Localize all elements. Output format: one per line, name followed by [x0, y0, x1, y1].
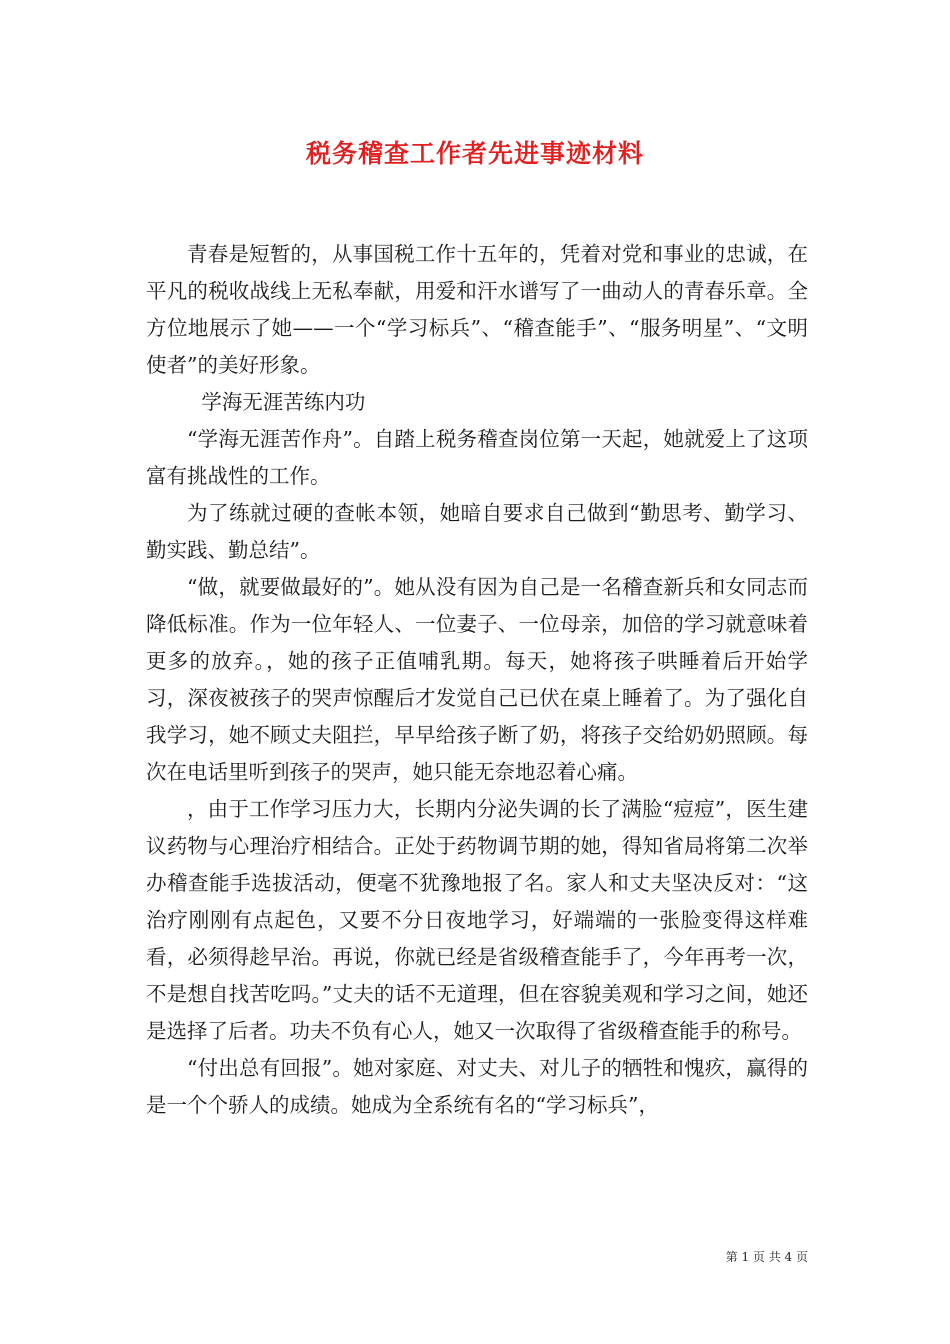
paragraph-intro: 青春是短暂的，从事国税工作十五年的，凭着对党和事业的忠诚，在平凡的税收战线上无私奉献，用爱和汗水谱写了一曲动人的青春乐章。全方位地展示了她——一个“学习标兵”、“稽查能手”、“服务明星”、“文明使者”的美好形象。	[146, 242, 808, 377]
document-body	[146, 236, 808, 1124]
document-title: 税务稽查工作者先进事迹材料	[305, 139, 644, 168]
section-heading: 学海无涯苦练内功	[201, 390, 366, 414]
paragraph: “付出总有回报”。她对家庭、对丈夫、对儿子的牺牲和愧疚，赢得的是一个个骄人的成绩。她成为全系统有名的“学习标兵”，	[146, 1056, 808, 1117]
paragraph: “学海无涯苦作舟”。自踏上税务稽查岗位第一天起，她就爱上了这项富有挑战性的工作。	[146, 427, 808, 488]
paragraph: 为了练就过硬的查帐本领，她暗自要求自己做到“勤思考、勤学习、勤实践、勤总结”。	[146, 501, 808, 562]
page-number: 第 1 页 共 4 页	[725, 1250, 808, 1264]
paragraph: ，由于工作学习压力大，长期内分泌失调的长了满脸“痘痘”，医生建议药物与心理治疗相结合。正处于药物调节期的她，得知省局将第二次举办稽查能手选拔活动，便毫不犹豫地报了名。家人和丈夫坚决反对：“这治疗刚刚有点起色，又要不分日夜地学习，好端端的一张脸变得这样难看，必须得趁早治。再说，你就已经是省级稽查能手了，今年再考一次，不是想自找苦吃吗。”丈夫的话不无道理，但在容貌美观和学习之间，她还是选择了后者。功夫不负有心人，她又一次取得了省级稽查能手的称号。	[146, 797, 808, 1043]
paragraph: “做，就要做最好的”。她从没有因为自己是一名稽查新兵和女同志而降低标准。作为一位年轻人、一位妻子、一位母亲，加倍的学习就意味着更多的放弃。，她的孩子正值哺乳期。每天，她将孩子哄睡着后开始学习，深夜被孩子的哭声惊醒后才发觉自己已伏在桌上睡着了。为了强化自我学习，她不顾丈夫阻拦，早早给孩子断了奶，将孩子交给奶奶照顾。每次在电话里听到孩子的哭声，她只能无奈地忍着心痛。	[146, 575, 808, 784]
